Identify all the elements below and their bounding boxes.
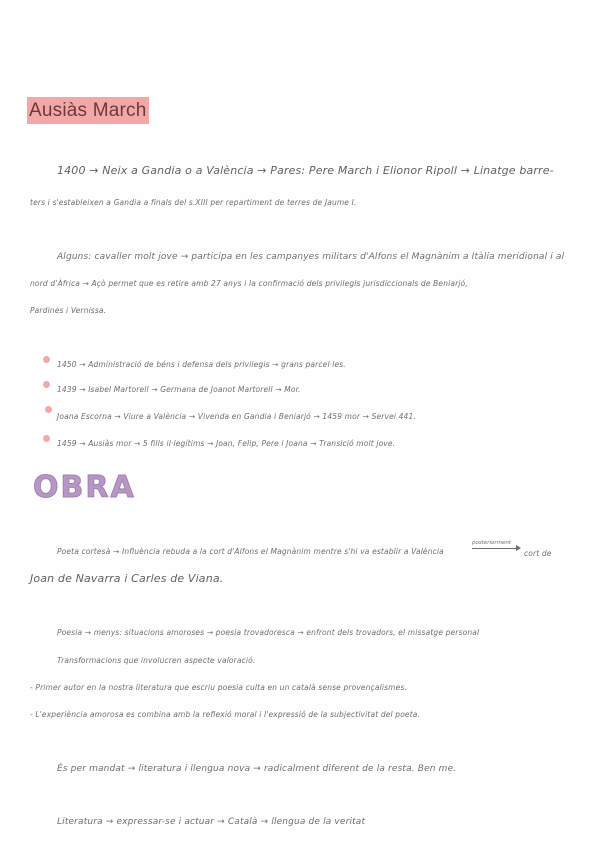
paragraph-2-line-3: Pardines i Vernissa. — [30, 306, 107, 315]
bullet-marker — [45, 406, 52, 413]
paragraph-3-line-1-end: cort de — [524, 549, 552, 558]
bullet-item: Joana Escorna → Viure a València → Vivenda en Gandia i Beniarjó → 1459 mor → Servei 441. — [57, 412, 416, 421]
bullet-item: 1459 → Ausiàs mor → 5 fills il·legítims → Joan, Felip, Pere i Joana → Transició molt jove. — [57, 439, 396, 448]
paragraph-1-line-2: ters i s'estableixen a Gandia a finals del s.XIII per repartiment de terres de Jaume I. — [30, 198, 357, 207]
bullet-marker — [43, 356, 50, 363]
bullet-item: 1450 → Administració de béns i defensa dels privilegis → grans parcel·les. — [57, 360, 346, 369]
paragraph-4-line-4: - L'experiència amorosa es combina amb la reflexió moral i l'expressió de la subjectivitat del poeta. — [30, 710, 421, 719]
paragraph-1-line-1: 1400 → Neix a Gandia o a València → Pares: Pere March i Elionor Ripoll → Linatge barre- — [57, 164, 554, 177]
bullet-item: 1439 → Isabel Martorell → Germana de Joanot Martorell → Mor. — [57, 385, 301, 394]
paragraph-4-line-3: - Primer autor en la nostra literatura que escriu poesia culta en un català sense provençalismes. — [30, 683, 407, 692]
paragraph-6-line-1: Literatura → expressar-se i actuar → Català → llengua de la veritat — [57, 817, 366, 827]
page-title: Ausiàs March — [27, 97, 149, 124]
obra-heading: OBRA — [33, 470, 136, 505]
paragraph-4-line-2: Transformacions que involucren aspecte valoració. — [57, 656, 256, 665]
bullet-marker — [43, 435, 50, 442]
bullet-marker — [43, 381, 50, 388]
paragraph-4-line-1: Poesia → menys: situacions amoroses → poesia trovadoresca → enfront dels trovadors, el missatge personal — [57, 628, 480, 637]
arrow-icon — [472, 548, 520, 549]
arrow-annotation: posteriorment — [472, 540, 512, 546]
paragraph-2-line-2: nord d'Àfrica → Açò permet que es retire amb 27 anys i la confirmació dels privilegis jurisdiccionals de Beniarjó, — [30, 279, 468, 288]
paragraph-5-line-1: És per mandat → literatura i llengua nova → radicalment diferent de la resta. Ben me. — [57, 764, 457, 774]
paragraph-2-line-1: Alguns: cavaller molt jove → participa en les campanyes militars d'Alfons el Magnànim a Itàlia meridional i al — [57, 252, 565, 262]
paragraph-3-line-1: Poeta cortesà → Influència rebuda a la cort d'Alfons el Magnànim mentre s'hi va establir a València — [57, 547, 444, 556]
paragraph-3-line-2: Joan de Navarra i Carles de Viana. — [30, 572, 224, 585]
